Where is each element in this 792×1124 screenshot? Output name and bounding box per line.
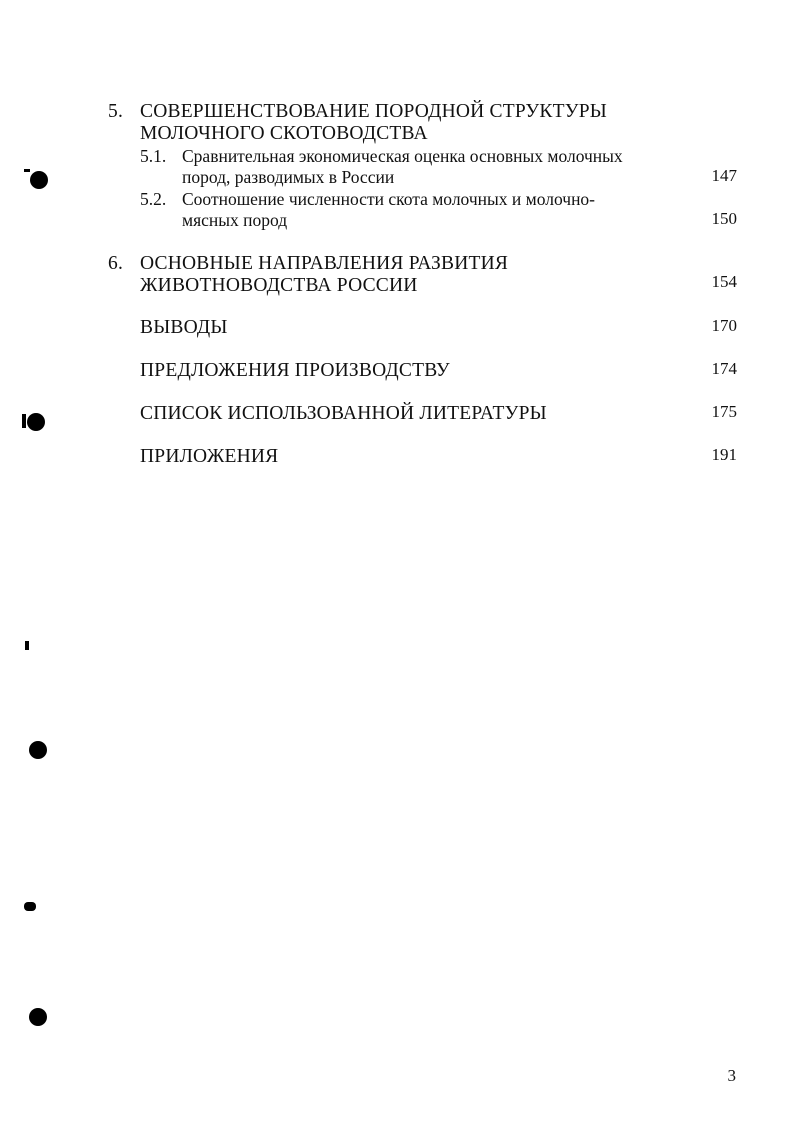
scan-speck: [22, 414, 26, 428]
scan-speck: [25, 641, 29, 650]
references-title: СПИСОК ИСПОЛЬЗОВАННОЙ ЛИТЕРАТУРЫ: [140, 403, 547, 424]
proposals-title: ПРЕДЛОЖЕНИЯ ПРОИЗВОДСТВУ: [140, 360, 450, 381]
section-5-number: 5.: [108, 101, 124, 122]
section-6-page: 154: [711, 272, 737, 291]
punch-hole: [30, 171, 48, 189]
subsection-5-2-number: 5.2.: [140, 189, 167, 209]
subsection-5-1-number: 5.1.: [140, 146, 167, 166]
punch-hole: [27, 413, 45, 431]
page-number: 3: [727, 1066, 736, 1085]
punch-hole: [29, 741, 47, 759]
subsection-5-2-title-line2: мясных пород: [182, 210, 288, 230]
section-5-title-line1: СОВЕРШЕНСТВОВАНИЕ ПОРОДНОЙ СТРУКТУРЫ: [140, 101, 607, 122]
section-6-number: 6.: [108, 253, 124, 274]
scan-speck: [24, 169, 30, 172]
section-6-title-line1: ОСНОВНЫЕ НАПРАВЛЕНИЯ РАЗВИТИЯ: [140, 253, 509, 274]
appendices-title: ПРИЛОЖЕНИЯ: [140, 446, 279, 467]
subsection-5-1-page: 147: [711, 166, 737, 185]
section-5-title-line2: МОЛОЧНОГО СКОТОВОДСТВА: [140, 123, 428, 144]
punch-hole: [29, 1008, 47, 1026]
scan-speck: [24, 902, 36, 911]
references-page: 175: [711, 402, 737, 421]
subsection-5-2-page: 150: [711, 209, 737, 228]
subsection-5-1-title-line1: Сравнительная экономическая оценка основных молочных: [182, 146, 623, 166]
subsection-5-1-title-line2: пород, разводимых в России: [182, 167, 395, 187]
proposals-page: 174: [711, 359, 737, 378]
conclusions-title: ВЫВОДЫ: [140, 317, 228, 338]
subsection-5-2-title-line1: Соотношение численности скота молочных и молочно-: [182, 189, 596, 209]
appendices-page: 191: [711, 445, 737, 464]
section-6-title-line2: ЖИВОТНОВОДСТВА РОССИИ: [140, 275, 418, 296]
conclusions-page: 170: [711, 316, 737, 335]
